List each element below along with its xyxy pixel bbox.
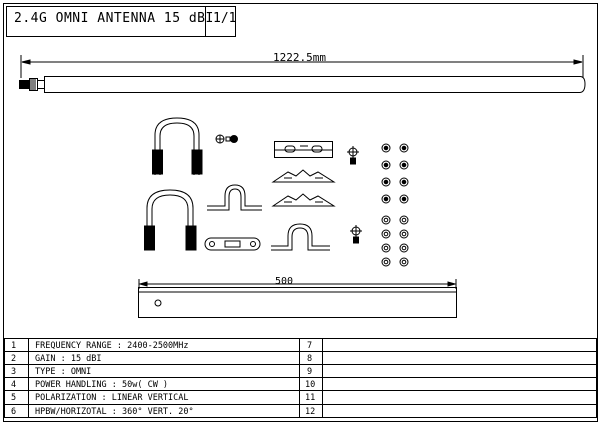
row-5-spec: POLARIZATION : LINEAR VERTICAL	[35, 393, 189, 403]
screw-icon-1	[347, 146, 359, 164]
mounting-bar	[139, 288, 457, 318]
row-4-spec: POWER HANDLING : 50w( CW )	[35, 380, 169, 390]
clamp-plate	[275, 142, 333, 158]
row-5-number: 5	[11, 393, 17, 403]
toothed-bracket-1	[273, 170, 334, 182]
row-4-right-number: 10	[305, 380, 316, 390]
antenna-body	[20, 77, 586, 93]
u-bolt-small	[153, 118, 203, 175]
row-2-spec: GAIN : 15 dBI	[35, 354, 102, 364]
row-6-spec: HPBW/HORIZOTAL : 360° VERT. 20°	[35, 407, 194, 417]
row-5-right-number: 11	[305, 393, 316, 403]
u-bolt-large	[145, 190, 197, 250]
row-1-right-number: 7	[307, 341, 313, 351]
row-2-number: 2	[11, 354, 17, 364]
row-3-right-number: 9	[307, 367, 313, 377]
row-1-spec: FREQUENCY RANGE : 2400-2500MHz	[35, 341, 189, 351]
flat-plate-1	[205, 238, 260, 250]
bracket-length-label: 500	[275, 276, 294, 287]
antenna-length-label: 1222.5mm	[273, 51, 326, 64]
row-6-right-number: 12	[305, 407, 316, 417]
row-2-right-number: 8	[307, 354, 313, 364]
drawing-title: 2.4G OMNI ANTENNA 15 dBI	[14, 11, 214, 26]
row-1-number: 1	[11, 341, 17, 351]
toothed-bracket-2	[273, 194, 334, 206]
row-6-number: 6	[11, 407, 17, 417]
omega-clamp-1	[207, 185, 262, 210]
omega-clamp-2	[271, 224, 330, 250]
screw-icon-2	[350, 225, 362, 243]
row-4-number: 4	[11, 380, 17, 390]
washers-nuts	[382, 144, 408, 266]
row-3-spec: TYPE : OMNI	[35, 367, 92, 377]
scale-label: 1/1	[213, 11, 237, 26]
screw-washer-icon	[216, 135, 238, 143]
row-3-number: 3	[11, 367, 17, 377]
